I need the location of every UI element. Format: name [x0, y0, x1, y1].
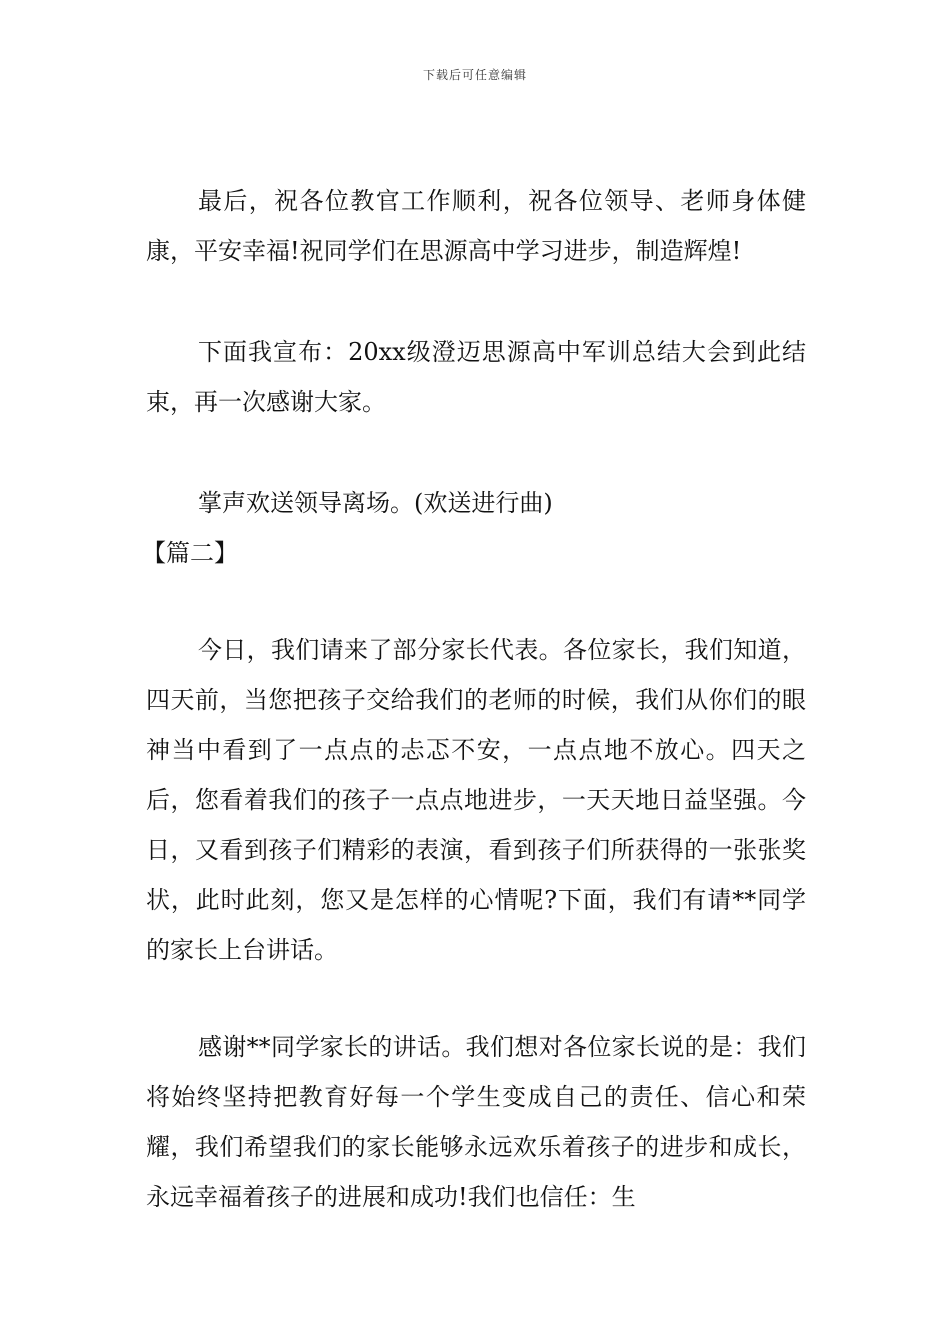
page-header: 下载后可任意编辑 [422, 68, 527, 82]
parents-intro-paragraph: 今日，我们请来了部分家长代表。各位家长，我们知道，四天前，当您把孩子交给我们的老师的时候，我们从你们的眼神当中看到了一点点的忐忑不安，一点点地不放心。四天之后，您看着我们的孩子一点点地进步，一天天地日益坚强。今日，又看到孩子们精彩的表演，看到孩子们所获得的一张张奖状，此时此刻，您又是怎样的心情呢?下面，我们有请**同学的家长上台讲话。 [146, 636, 806, 964]
section-title: 【篇二】 [142, 539, 238, 567]
document-body [142, 176, 806, 1222]
thanks-paragraph: 感谢**同学家长的讲话。我们想对各位家长说的是：我们将始终坚持把教育好每一个学生变成自己的责任、信心和荣耀，我们希望我们的家长能够永远欢乐着孩子的进步和成长，永远幸福着孩子的进展和成功!我们也信任：生 [146, 1033, 806, 1211]
paragraph-gap [146, 427, 806, 478]
paragraph-gap [146, 975, 806, 1022]
applause-paragraph: 掌声欢送领导离场。(欢送进行曲) [198, 489, 553, 517]
closing-paragraph: 最后，祝各位教官工作顺利，祝各位领导、老师身体健康，平安幸福!祝同学们在思源高中学习进步，制造辉煌! [146, 187, 806, 265]
paragraph-gap [146, 276, 806, 327]
announcement-paragraph: 下面我宣布：20xx级澄迈思源高中军训总结大会到此结束，再一次感谢大家。 [146, 338, 806, 416]
paragraph-gap [146, 578, 806, 625]
